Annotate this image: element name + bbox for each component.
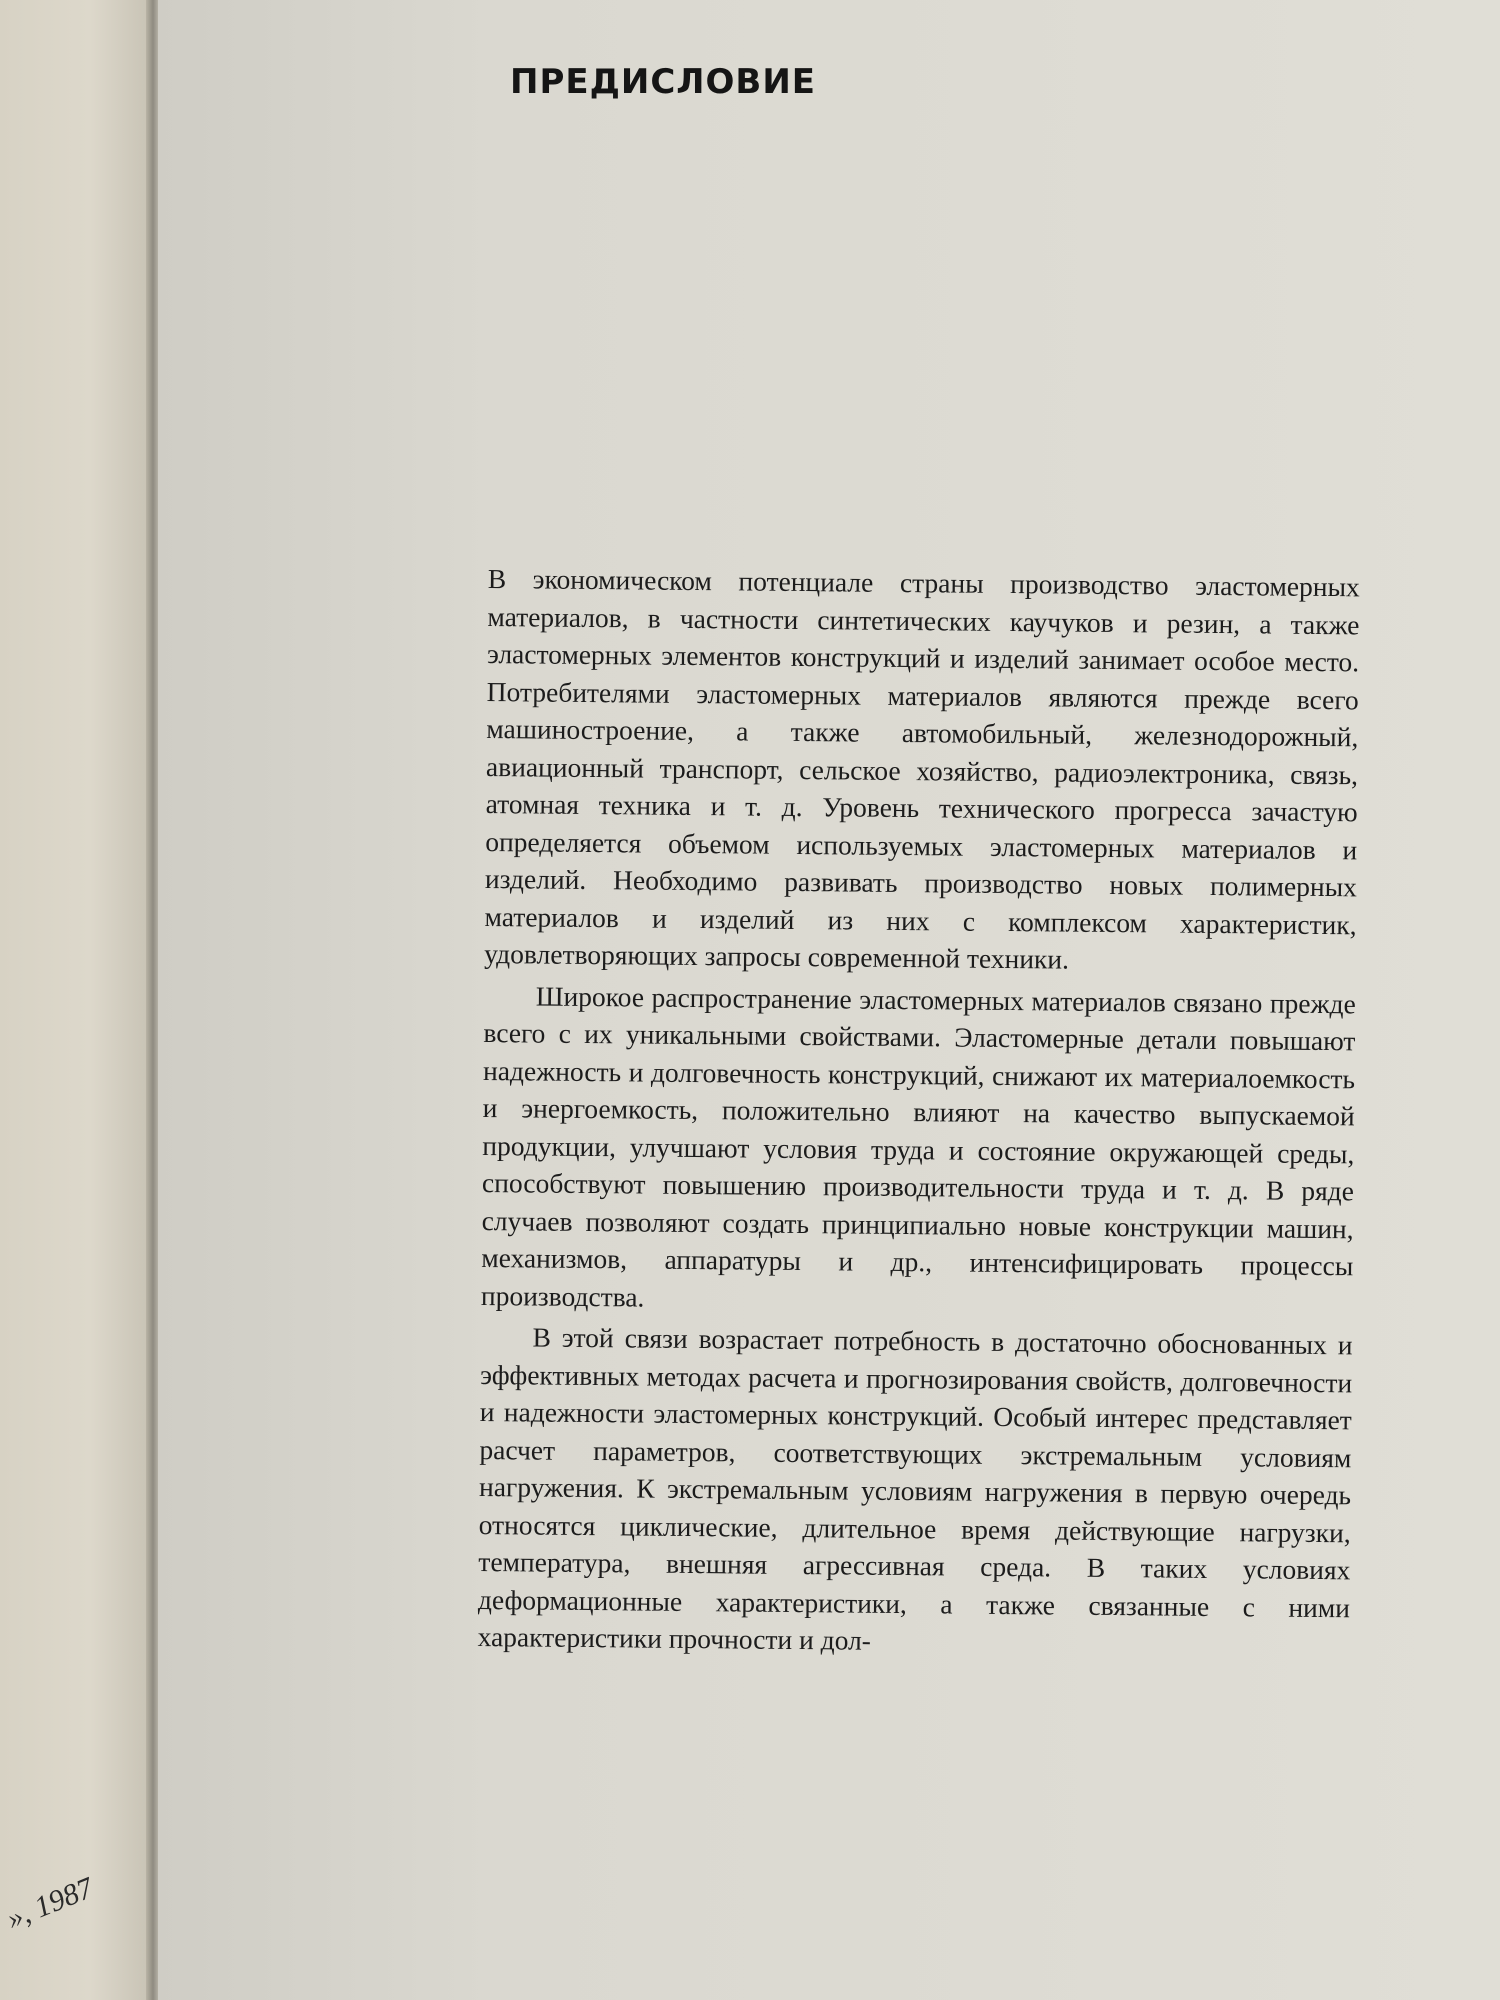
left-page-footer-fragment: », 1987 (2, 1871, 98, 1936)
left-page (0, 0, 150, 2000)
paragraph-1: В экономическом потенциале страны производство эластомерных материалов, в частности синтетических каучуков и резин, а также эластомерных элементов конструкций и изделий занимает особое место. Потребителями эластомерных материалов являются прежде всего машиностроение, а также автомобильный, железнодорожный, авиационный транспорт, сельское хозяйство, радиоэлектроника, связь, атомная техника и т. д. Уровень технического прогресса зачастую определяется объемом используемых эластомерных материалов и изделий. Необходимо развивать производство новых полимерных материалов и изделий из них с комплексом характеристик, удовлетворяющих запросы современной техники. (484, 562, 1360, 975)
body-text (477, 560, 1359, 1664)
paragraph-2: Широкое распространение эластомерных материалов связано прежде всего с их уникальными свойствами. Эластомерные детали повышают надежность и долговечность конструкций, снижают их материалоемкость и энергоемкость, положительно влияют на качество выпускаемой продукции, улучшают условия труда и состояние окружающей среды, способствуют повышению производительности труда и т. д. В ряде случаев позволяют создать принципиально новые конструкции машин, механизмов, аппаратуры и др., интенсифицировать процессы производства. (480, 979, 1356, 1313)
page-heading: ПРЕДИСЛОВИЕ (510, 62, 817, 102)
paragraph-3: В этой связи возрастает потребность в достаточно обоснованных и эффективных методах расчета и прогнозирования свойств, долговечности и надежности эластомерных конструкций. Особый интерес представляет расчет параметров, соответствующих экстремальным условиям нагружения. К экстремальным условиям нагружения в первую очередь относятся циклические, длительное время действующие нагрузки, температура, внешняя агрессивная среда. В таких условиях деформационные характеристики, а также связанные с ними характеристики прочности и дол- (477, 1321, 1353, 1656)
